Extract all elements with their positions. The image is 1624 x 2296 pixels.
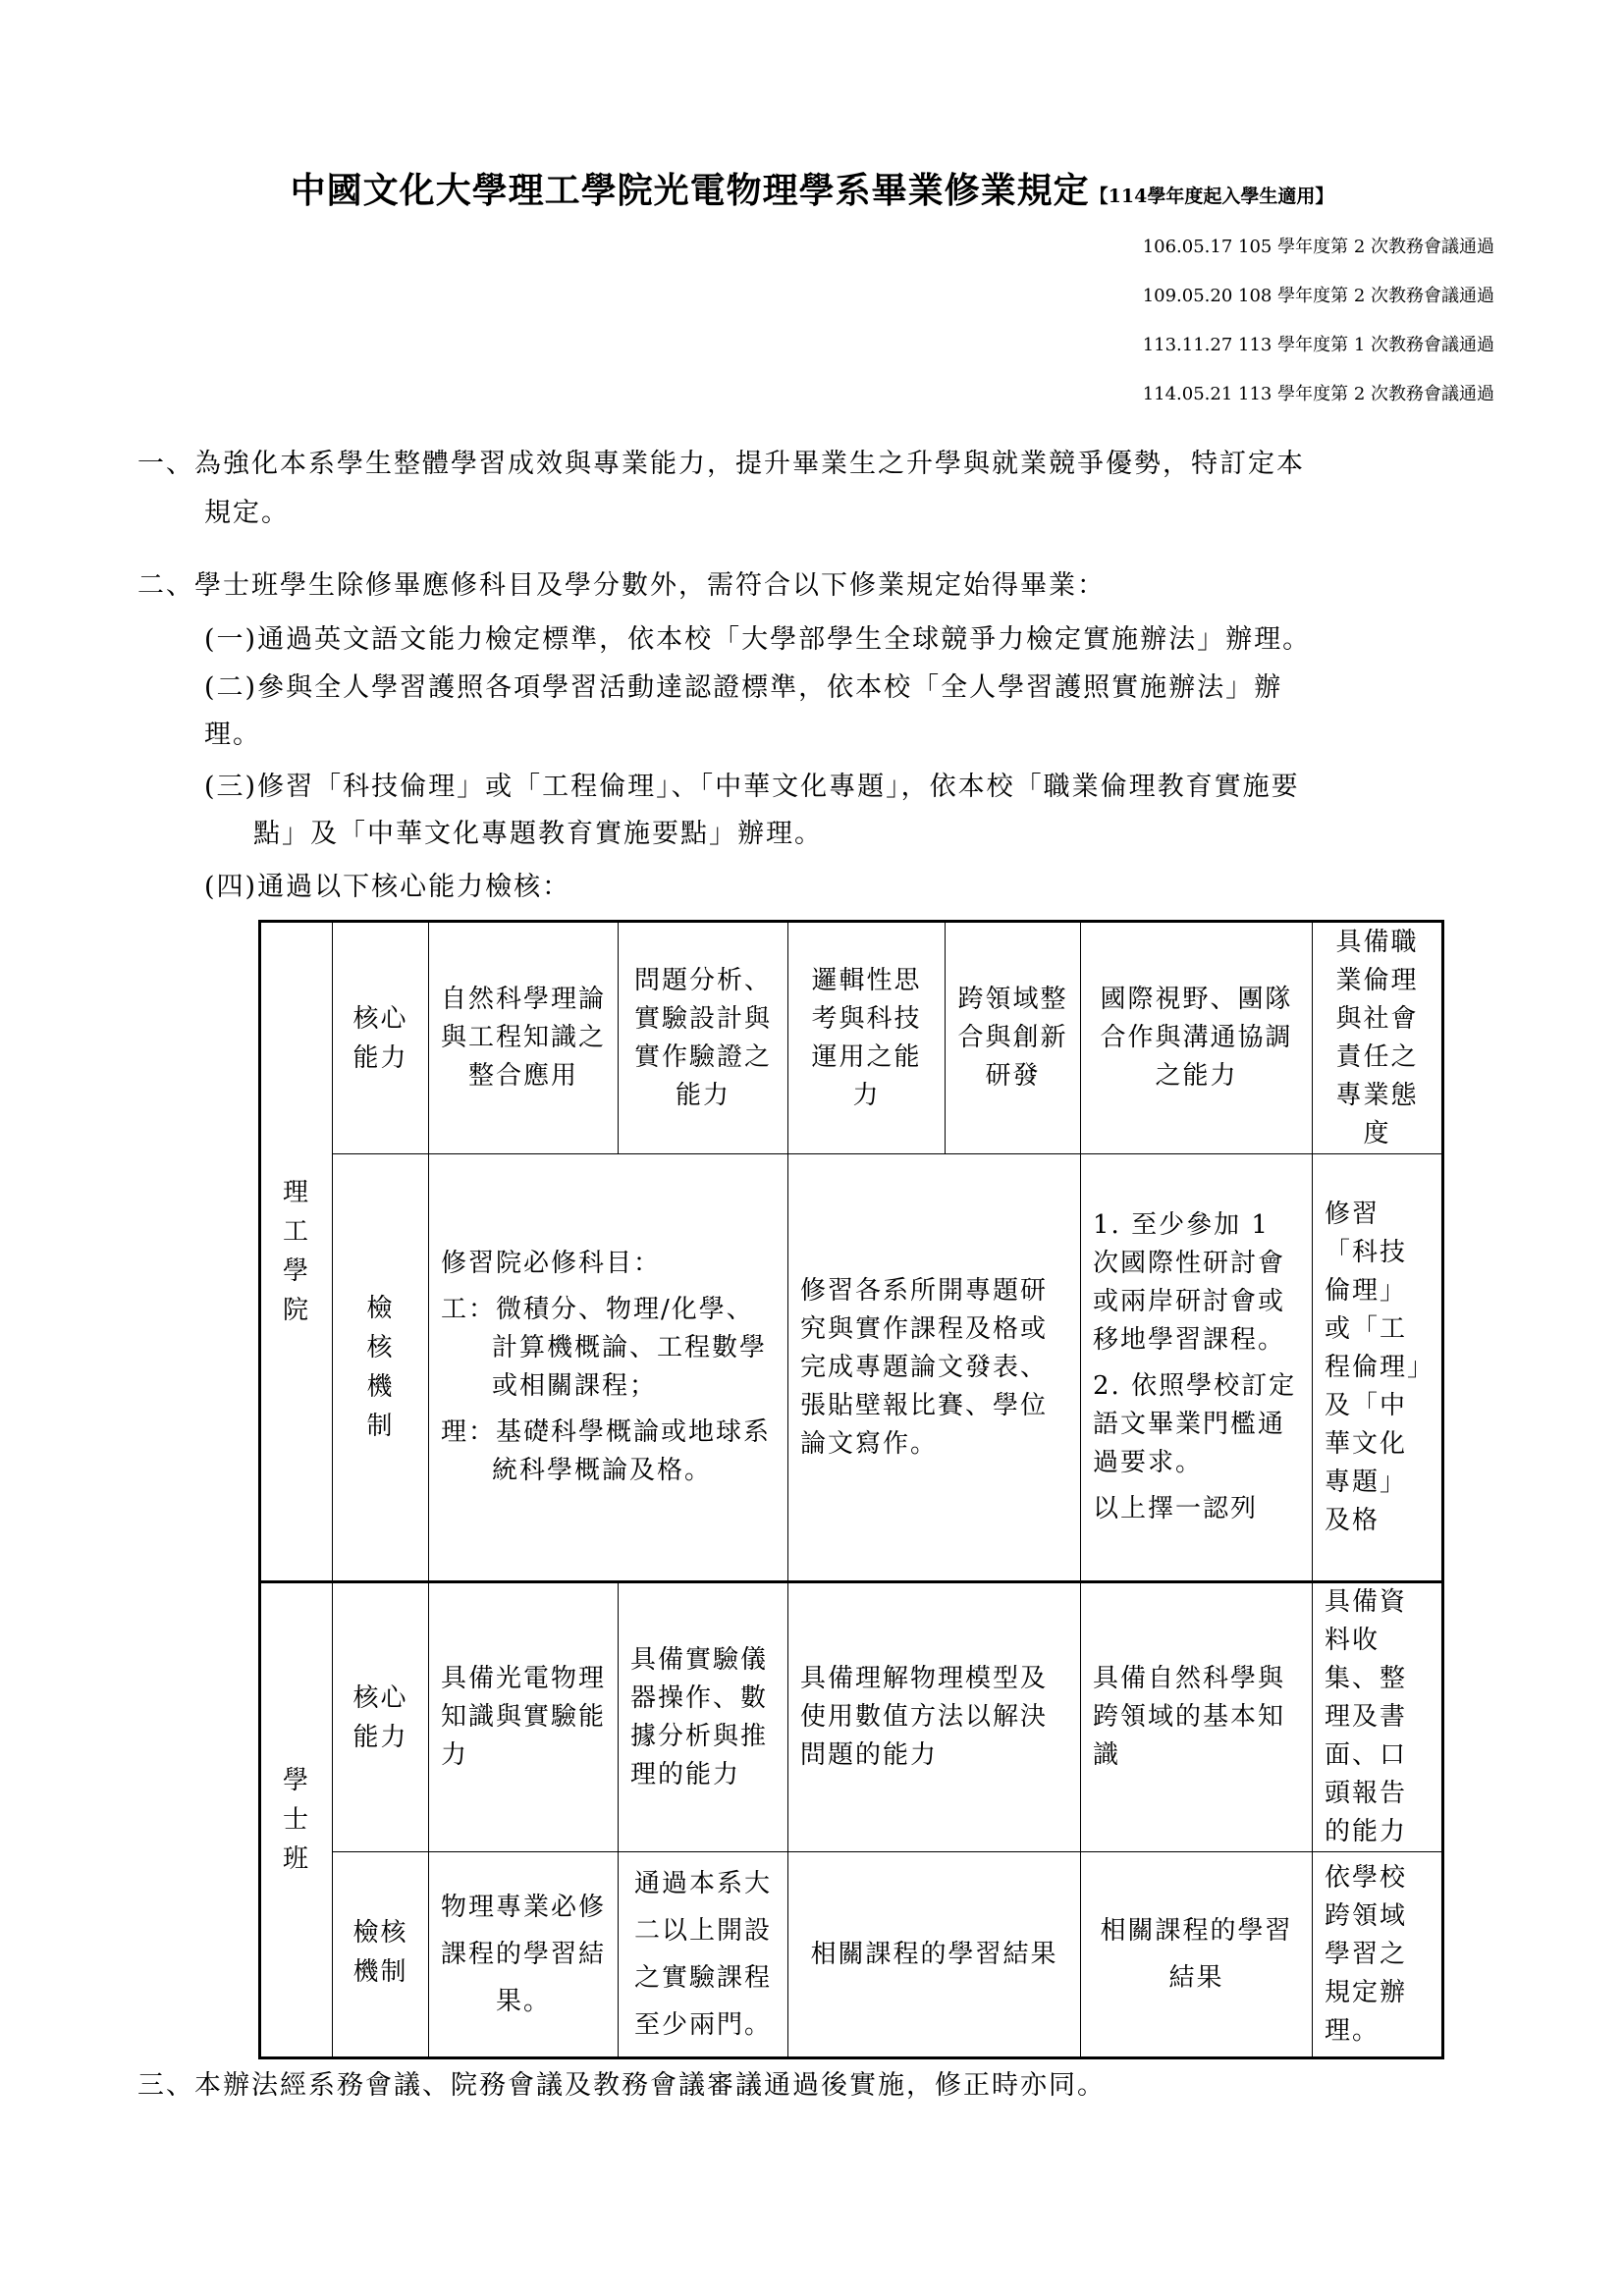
article-one-line: 一、為強化本系學生整體學習成效與專業能力，提升畢業生之升學與就業競爭優勢，特訂定本 (137, 449, 1305, 479)
college-ethics-requirement: 修習「科技倫理」或「工程倫理」及「中華文化專題」及格 (1313, 1154, 1443, 1582)
requirement-item-3: (三)修習「科技倫理」或「工程倫理」、「中華文化專題」，依本校「職業倫理教育實施要 (204, 772, 1300, 802)
title-text: 中國文化大學理工學院光電物理學系畢業修業規定 (290, 170, 1090, 211)
amendment-record: 114.05.21 113 學年度第 2 次教務會議通過 (1142, 384, 1494, 404)
requirement-item-2-cont: 理。 (204, 720, 261, 750)
article-one-line: 規定。 (204, 498, 290, 528)
college-core-2: 問題分析、實驗設計與實作驗證之能力 (619, 922, 788, 1154)
bachelor-core-2: 具備實驗儀器操作、數據分析與推理的能力 (619, 1582, 788, 1852)
international-option-2: 2. 依照學校訂定語文畢業門檻通過要求。 (1093, 1371, 1297, 1477)
college-international-requirement (1081, 1154, 1313, 1582)
college-check-row (260, 1154, 1443, 1582)
amendment-record: 109.05.20 108 學年度第 2 次教務會議通過 (1142, 286, 1494, 306)
international-option-note: 以上擇一認列 (1093, 1494, 1259, 1523)
college-core-1: 自然科學理論與工程知識之整合應用 (429, 922, 619, 1154)
college-project-requirement: 修習各系所開專題研究與實作課程及格或完成專題論文發表、張貼壁報比賽、學位論文寫作。 (788, 1154, 1081, 1582)
requirement-item-3-cont: 點」及「中華文化專題教育實施要點」辦理。 (253, 819, 823, 849)
row-header-core: 核心能力 (333, 922, 429, 1154)
amendment-record: 106.05.17 105 學年度第 2 次教務會議通過 (1142, 237, 1494, 257)
bachelor-check-row (260, 1852, 1443, 2058)
science-courses: 理：基礎科學概論或地球系統科學概論及格。 (441, 1417, 772, 1485)
row-header-core: 核心能力 (333, 1582, 429, 1852)
bachelor-core-5: 具備資料收集、整理及書面、口頭報告的能力 (1313, 1582, 1443, 1852)
core-competency-table (258, 920, 1444, 2059)
college-group-cell (260, 922, 333, 1582)
requirement-item-2: (二)參與全人學習護照各項學習活動達認證標準，依本校「全人學習護照實施辦法」辦 (204, 672, 1283, 703)
college-core-6: 具備職業倫理與社會責任之專業態度 (1313, 922, 1443, 1154)
international-option-1: 1. 至少參加 1 次國際性研討會或兩岸研討會或移地學習課程。 (1093, 1210, 1286, 1355)
bachelor-check-3: 相關課程的學習結果 (788, 1852, 1081, 2058)
article-one (137, 440, 1492, 538)
row-header-check: 檢核機制 (333, 1154, 429, 1582)
required-courses-intro: 修習院必修科目： (441, 1249, 662, 1278)
bachelor-core-row (260, 1582, 1443, 1852)
requirement-item-1: (一)通過英文語文能力檢定標準，依本校「大學部學生全球競爭力檢定實施辦法」辦理。 (204, 624, 1312, 655)
document-title (0, 163, 1624, 213)
bachelor-check-1: 物理專業必修課程的學習結果。 (429, 1852, 619, 2058)
bachelor-core-1: 具備光電物理知識與實驗能力 (429, 1582, 619, 1852)
engineering-courses: 工：微積分、物理/化學、計算機概論、工程數學或相關課程； (441, 1295, 768, 1401)
college-core-4: 跨領域整合與創新研發 (946, 922, 1081, 1154)
article-two-lead: 二、學士班學生除修畢應修科目及學分數外，需符合以下修業規定始得畢業： (137, 570, 1106, 601)
requirement-item-4: (四)通過以下核心能力檢核： (204, 872, 571, 902)
article-three: 三、本辦法經系務會議、院務會議及教務會議審議通過後實施，修正時亦同。 (137, 2070, 1106, 2101)
college-label: 理工學院 (282, 1178, 310, 1325)
bachelor-check-4: 相關課程的學習結果 (1081, 1852, 1313, 2058)
amendment-record: 113.11.27 113 學年度第 1 次教務會議通過 (1142, 335, 1494, 355)
bachelor-label: 學士班 (282, 1766, 310, 1874)
bachelor-check-2: 通過本系大二以上開設之實驗課程至少兩門。 (619, 1852, 788, 2058)
bachelor-check-5: 依學校跨領域學習之規定辦理。 (1313, 1852, 1443, 2058)
college-required-courses (429, 1154, 788, 1582)
college-core-3: 邏輯性思考與科技運用之能力 (788, 922, 946, 1154)
title-applicability-tag: 【114學年度起入學生適用】 (1089, 186, 1334, 207)
college-core-5: 國際視野、團隊合作與溝通協調之能力 (1081, 922, 1313, 1154)
bachelor-core-4: 具備自然科學與跨領域的基本知識 (1081, 1582, 1313, 1852)
row-header-check: 檢核機制 (333, 1852, 429, 2058)
bachelor-core-3: 具備理解物理模型及使用數值方法以解決問題的能力 (788, 1582, 1081, 1852)
college-core-row (260, 922, 1443, 1154)
bachelor-group-cell (260, 1582, 333, 2058)
